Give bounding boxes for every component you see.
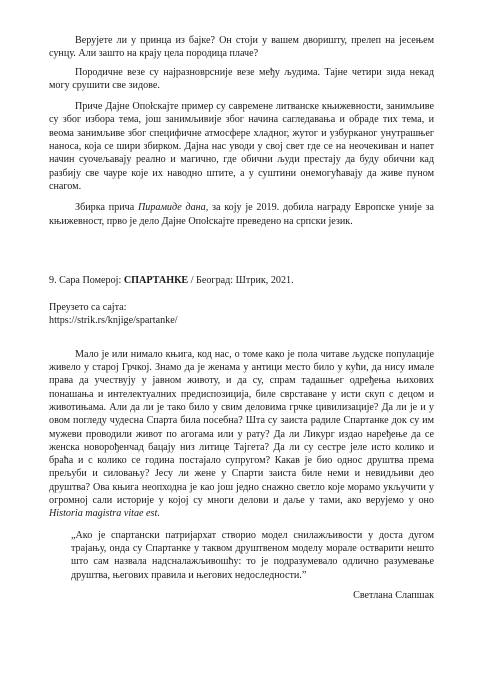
intro-paragraph-2: Породичне везе су најразноврсније везе међу људима. Тајне четири зида некад могу срушити све зидове. (49, 66, 434, 91)
entry-heading (49, 274, 434, 287)
source-url[interactable]: https://strik.rs/knjige/spartanke/ (49, 315, 178, 327)
intro-p4-before: Збирка прича (75, 202, 138, 214)
review-signature: Светлана Слапшак (353, 589, 434, 601)
review-main-end: . (157, 508, 160, 520)
intro-paragraph-4 (49, 201, 434, 228)
intro-paragraph-1: Верујете ли у принца из бајке? Он стоји у вашем дворишту, прелеп на јесењем сунцу. Али зашто на крају цела породица плаче? (49, 35, 434, 60)
review-quote: „Ако је спартански патријархат створио модел снилажљивости у доста дугом трајању, онда су Спартанке у таквом друштвеном моделу морале остварити нешто што сам назвала надсналажљивошћу: то је подразумевало одлично разумевање друштва, његових правила и његових недоследности.” (71, 529, 434, 581)
book-title-piramide: Пирамиде дана (137, 202, 206, 214)
intro-p4-after: , за коју је 2019. добила награду Европске уније за књижевност, прво је дело Дајне Опołскајте преведено на српски језик. (49, 202, 434, 227)
intro-paragraph-3: Приче Дајне Опołскајте пример су савремене литванске књижевности, занимљиве су због избора тема, још занимљивије због начина сагледавања и обраде тих тема, и веома занимљиве због специфичне атмосфере хладног, жутог и узбурканог унутрашњег наноса, која се шири збирком. Дајна нас уводи у свој свет где се на неочекиван и напет начин суочељавају реално и магично, где обични људи престају да буду обични кад разбију све чауре које их наводно штите, а у суштини онемогућавају да живе пуном снагом. (49, 101, 434, 192)
entry-title: СПАРТАНКЕ (123, 274, 189, 286)
entry-number-author: 9. Сара Померој: (49, 274, 124, 286)
review-main-text: Мало је или нимало књига, код нас, о томе како је пола читаве људске популације живело у старој Грчкој. Знамо да је женама у антици место било у кући, да нису имале права да учествују у јавном животу, и да су, спрам тадашњег одређења њихових понашања и интелектуалних предиспозиција, биле сврставане у исти скуп с децом и животињама. Али да ли је тако било у свим деловима грчке цивилизације? Да ли је и у овом погледу чудесна Спарта била посебна? Шта су заиста радиле Спартанке док су им мужеви проводили живот по агогама или у рату? Да ли Ликург издао наређење да се женска новорођенчад бацају низ литице Тајгета? Да ли су сестре јеле исто колико и браћа и с колико се година постајало супругом? Какав је био однос друштва према прељуби и силовању? Јесу ли жене у Спарти заиста биле неми и невидљиви део друштва? Ова књига неопходна је као још једно снажно светло које морамо укључити у огромној сали историје у којој су многи делови и даље у тами, ако верујемо у оно (49, 348, 434, 507)
review-main-paragraph (49, 348, 434, 521)
source-label: Преузето са сајта: (49, 302, 127, 314)
entry-publisher: / Београд: Штрик, 2021. (188, 274, 294, 286)
latin-phrase: Historia magistra vitae est (49, 508, 158, 520)
